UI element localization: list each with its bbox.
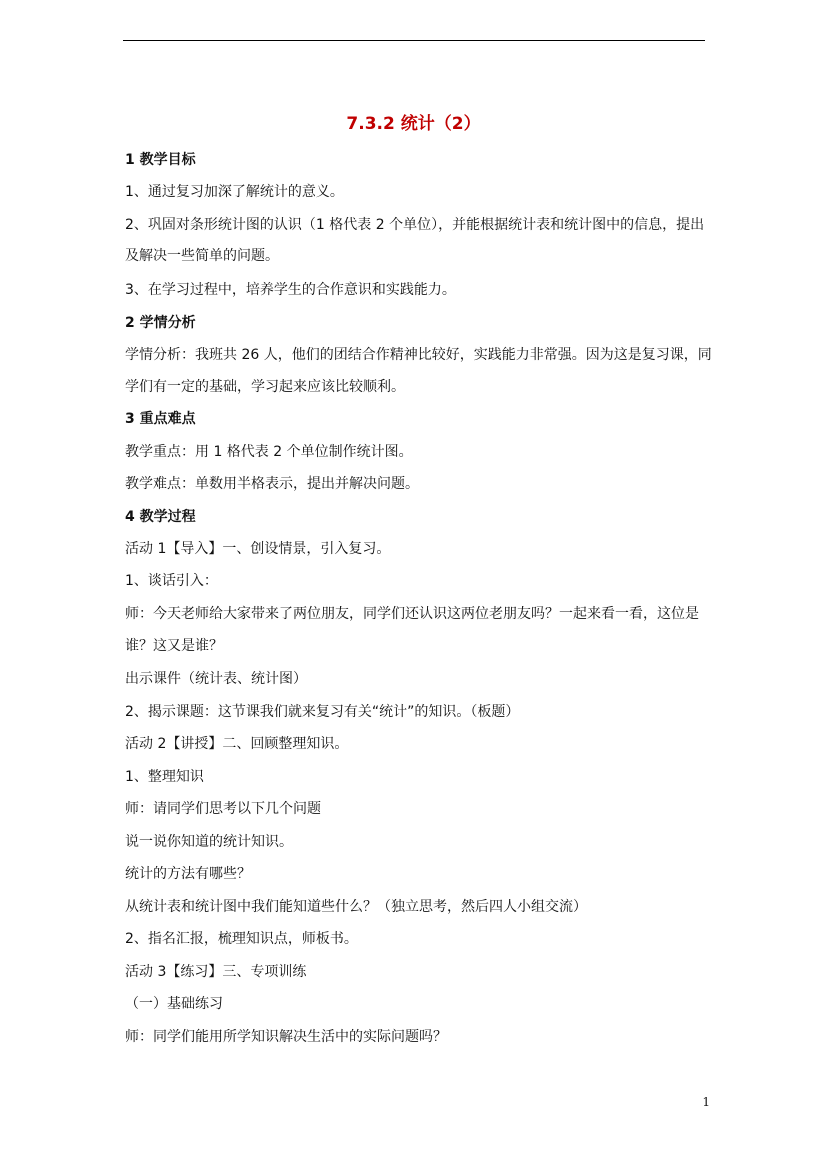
paragraph-line: 出示课件（统计表、统计图） bbox=[125, 671, 307, 687]
paragraph-line: 2、巩固对条形统计图的认识（1 格代表 2 个单位），并能根据统计表和统计图中的信息，提出 bbox=[125, 217, 705, 233]
section-heading-process: 4 教学过程 bbox=[125, 509, 196, 525]
paragraph-line: （一）基础练习 bbox=[125, 996, 223, 1012]
paragraph-line: 2、指名汇报，梳理知识点，师板书。 bbox=[125, 931, 358, 947]
paragraph-line: 师：同学们能用所学知识解决生活中的实际问题吗？ bbox=[125, 1029, 447, 1045]
section-heading-analysis: 2 学情分析 bbox=[125, 315, 196, 331]
paragraph-line: 1、通过复习加深了解统计的意义。 bbox=[125, 184, 344, 200]
paragraph-line: 统计的方法有哪些？ bbox=[125, 866, 251, 882]
section-heading-key-points: 3 重点难点 bbox=[125, 411, 196, 427]
page-number: 1 bbox=[702, 1095, 710, 1109]
paragraph-line: 3、在学习过程中，培养学生的合作意识和实践能力。 bbox=[125, 282, 456, 298]
paragraph-line: 谁？这又是谁？ bbox=[125, 638, 223, 654]
paragraph-line: 师：请同学们思考以下几个问题 bbox=[125, 801, 321, 817]
paragraph-line: 从统计表和统计图中我们能知道些什么？（独立思考，然后四人小组交流） bbox=[125, 899, 587, 915]
header-rule bbox=[123, 40, 705, 41]
paragraph-line: 活动 3【练习】三、专项训练 bbox=[125, 964, 307, 980]
document-title: 7.3.2 统计（2） bbox=[346, 114, 481, 134]
paragraph-line: 学们有一定的基础，学习起来应该比较顺利。 bbox=[125, 379, 405, 395]
paragraph-line: 1、整理知识 bbox=[125, 769, 204, 785]
paragraph-line: 1、谈话引入： bbox=[125, 573, 218, 589]
section-heading-objectives: 1 教学目标 bbox=[125, 152, 196, 168]
paragraph-line: 师：今天老师给大家带来了两位朋友，同学们还认识这两位老朋友吗？一起来看一看，这位是 bbox=[125, 606, 699, 622]
paragraph-line: 活动 1【导入】一、创设情景，引入复习。 bbox=[125, 541, 391, 557]
paragraph-line: 学情分析：我班共 26 人，他们的团结合作精神比较好，实践能力非常强。因为这是复习课，同 bbox=[125, 347, 712, 363]
paragraph-line: 活动 2【讲授】二、回顾整理知识。 bbox=[125, 736, 349, 752]
paragraph-line: 2、揭示课题：这节课我们就来复习有关“统计”的知识。（板题） bbox=[125, 704, 520, 720]
paragraph-line: 教学重点：用 1 格代表 2 个单位制作统计图。 bbox=[125, 444, 413, 460]
paragraph-line: 教学难点：单数用半格表示，提出并解决问题。 bbox=[125, 476, 419, 492]
paragraph-line: 说一说你知道的统计知识。 bbox=[125, 834, 293, 850]
paragraph-line: 及解决一些简单的问题。 bbox=[125, 248, 279, 264]
